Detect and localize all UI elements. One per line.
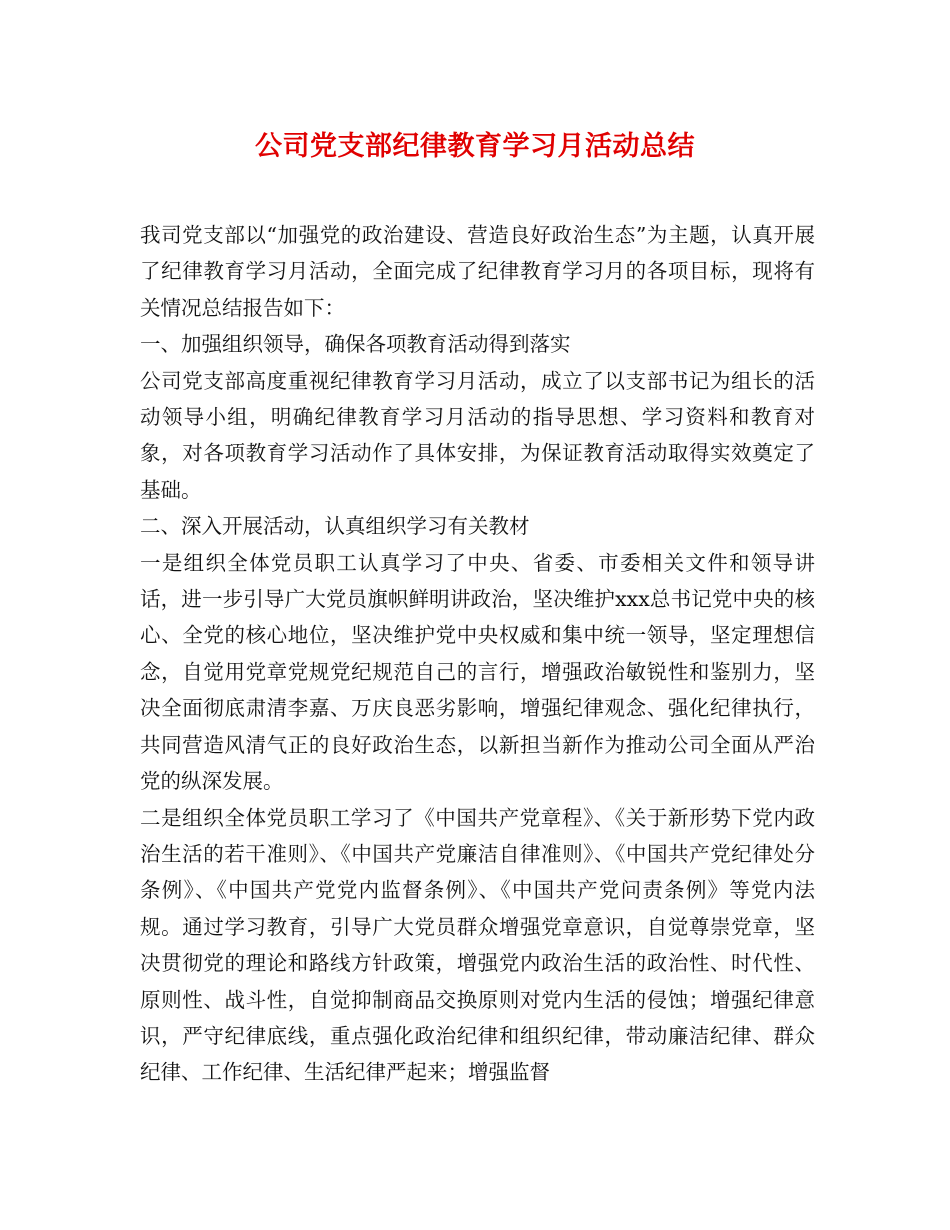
- paragraph-point-1: 一是组织全体党员职工认真学习了中央、省委、市委相关文件和领导讲话，进一步引导广大党员旗帜鲜明讲政治，坚决维护xxx总书记党中央的核心、全党的核心地位，坚决维护党中央权威和集中统一领导，坚定理想信念，自觉用党章党规党纪规范自己的言行，增强政治敏锐性和鉴别力，坚决全面彻底肃清李嘉、万庆良恶劣影响，增强纪律观念、强化纪律执行，共同营造风清气正的良好政治生态，以新担当新作为推动公司全面从严治党的纵深发展。: [140, 550, 815, 794]
- section-heading-1: 一、加强组织领导，确保各项教育活动得到落实: [140, 332, 571, 357]
- paragraph-intro: 我司党支部以“加强党的政治建设、营造良好政治生态”为主题，认真开展了纪律教育学习月活动，全面完成了纪律教育学习月的各项目标，现将有关情况总结报告如下：: [140, 223, 815, 320]
- document-body: [140, 217, 815, 1091]
- document-title: 公司党支部纪律教育学习月活动总结: [255, 131, 695, 162]
- paragraph-point-2: 二是组织全体党员职工学习了《中国共产党章程》、《关于新形势下党内政治生活的若干准则》、《中国共产党廉洁自律准则》、《中国共产党纪律处分条例》、《中国共产党党内监督条例》、《中国共产党问责条例》等党内法规。通过学习教育，引导广大党员群众增强党章意识，自觉尊崇党章，坚决贯彻党的理论和路线方针政策，增强党内政治生活的政治性、时代性、原则性、战斗性，自觉抑制商品交换原则对党内生活的侵蚀；增强纪律意识，严守纪律底线，重点强化政治纪律和组织纪律，带动廉洁纪律、群众纪律、工作纪律、生活纪律严起来；增强监督: [140, 805, 815, 1085]
- section-heading-2: 二、深入开展活动，认真组织学习有关教材: [140, 514, 530, 539]
- paragraph-section-1: 公司党支部高度重视纪律教育学习月活动，成立了以支部书记为组长的活动领导小组，明确纪律教育学习月活动的指导思想、学习资料和教育对象，对各项教育学习活动作了具体安排，为保证教育活动取得实效奠定了基础。: [140, 368, 815, 502]
